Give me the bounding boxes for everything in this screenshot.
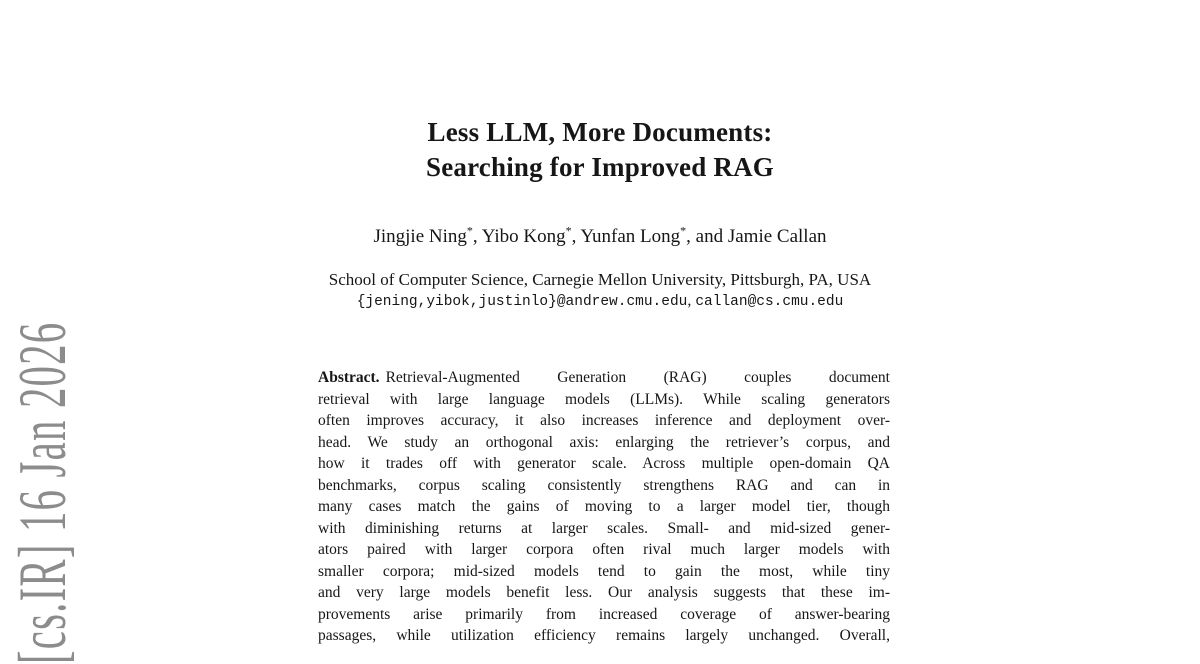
affiliation: School of Computer Science, Carnegie Mellon University, Pittsburgh, PA, USA bbox=[328, 270, 872, 289]
page-title bbox=[0, 115, 1200, 185]
email-group: {jening,yibok,justinlo}@andrew.cmu.edu bbox=[356, 294, 688, 310]
author-name: Jamie Callan bbox=[727, 226, 827, 247]
abstract-line: with diminishing returns at larger scales. Small- and mid-sized gener- bbox=[318, 519, 890, 537]
abstract-line: smaller corpora; mid-sized models tend to gain the most, while tiny bbox=[318, 562, 890, 580]
abstract-line: how it trades off with generator scale. Across multiple open-domain QA bbox=[318, 455, 890, 472]
abstract-line: benchmarks, corpus scaling consistently strengthens RAG and can in bbox=[318, 476, 890, 494]
author-name: Yunfan Long bbox=[580, 226, 681, 247]
abstract-line: passages, while utilization efficiency remains largely unchanged. Overall, bbox=[318, 627, 890, 644]
abstract-line: Abstract. Retrieval-Augmented Generation (RAG) couples document bbox=[318, 369, 890, 386]
author-mark: * bbox=[466, 223, 473, 238]
author-name: Jingjie Ning bbox=[373, 226, 467, 247]
title-line-1: Less LLM, More Documents: bbox=[427, 117, 773, 147]
author-mark: * bbox=[565, 223, 572, 238]
abstract bbox=[318, 367, 890, 647]
arxiv-watermark: [cs.IR] 16 Jan 2026 bbox=[4, 321, 80, 664]
abstract-label: Abstract. bbox=[318, 369, 380, 386]
email-line bbox=[0, 290, 1200, 313]
email-separator: , bbox=[687, 292, 696, 309]
title-line-2: Searching for Improved RAG bbox=[426, 152, 774, 182]
author-mark: * bbox=[680, 223, 687, 238]
abstract-line: retrieval with large language models (LLMs). While scaling generators bbox=[318, 390, 890, 408]
abstract-line: and very large models benefit less. Our analysis suggests that these im- bbox=[318, 584, 890, 601]
abstract-line: provements arise primarily from increased coverage of answer-bearing bbox=[318, 605, 890, 623]
abstract-line: ators paired with larger corpora often rival much larger models with bbox=[318, 541, 890, 558]
author-name: Yibo Kong bbox=[481, 226, 566, 247]
abstract-line: head. We study an orthogonal axis: enlarging the retriever’s corpus, and bbox=[318, 433, 890, 451]
abstract-line: often improves accuracy, it also increases inference and deployment over- bbox=[318, 412, 890, 429]
abstract-body bbox=[318, 367, 890, 647]
abstract-line: many cases match the gains of moving to a larger model tier, though bbox=[318, 498, 890, 515]
authors-line: Jingjie Ning*, Yibo Kong*, Yunfan Long*, and Jamie Callan bbox=[373, 223, 827, 247]
email-single: callan@cs.cmu.edu bbox=[695, 294, 844, 310]
